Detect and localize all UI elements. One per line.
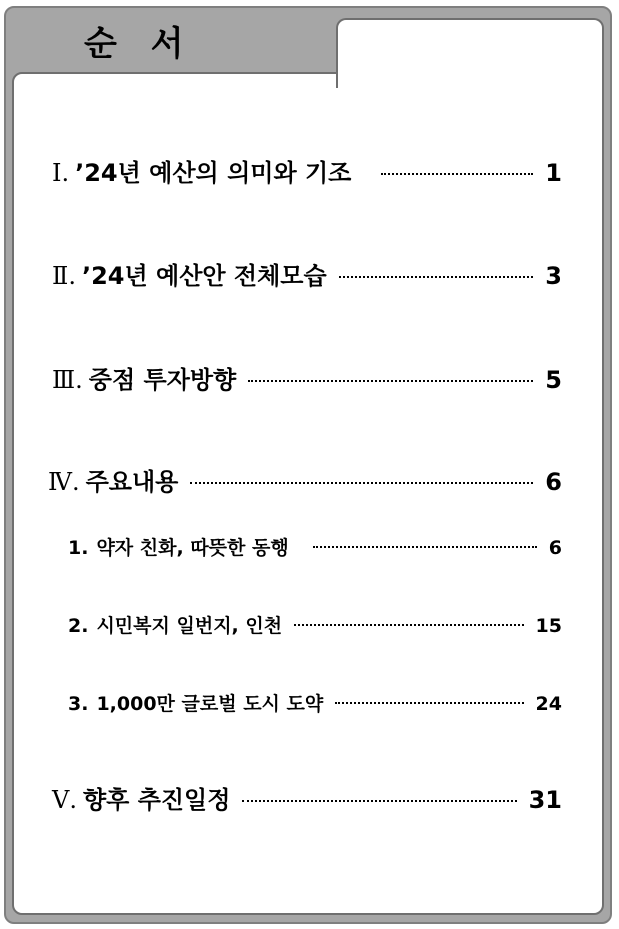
toc-entry-number: 2. <box>68 615 89 637</box>
toc-entry-1[interactable] <box>52 153 562 188</box>
toc-entry-number: Ⅱ. <box>52 262 76 290</box>
toc-entry-page: 1 <box>545 159 562 187</box>
toc-entry-number: 3. <box>68 693 89 715</box>
toc-entry-page: 31 <box>528 786 562 814</box>
dot-leader <box>381 173 533 175</box>
toc-entry-3[interactable] <box>52 360 562 395</box>
toc-entry-2[interactable] <box>52 256 562 291</box>
dot-leader <box>248 380 533 382</box>
toc-entry-4[interactable] <box>48 462 562 497</box>
toc-entry-text: 1,000만 글로벌 도시 도약 <box>96 693 324 715</box>
toc-entry-text: 시민복지 일번지, 인천 <box>96 615 283 637</box>
toc-title: 순 서 <box>84 24 186 64</box>
dot-leader <box>313 546 537 548</box>
toc-entry-number: Ⅰ. <box>52 159 70 187</box>
toc-subentry-3[interactable] <box>68 689 562 716</box>
toc-entry-text: ’24년 예산안 전체모습 <box>81 262 327 290</box>
toc-entry-page: 3 <box>545 262 562 290</box>
toc-entry-page: 6 <box>548 537 562 559</box>
toc-subentry-2[interactable] <box>68 611 562 638</box>
toc-entry-page: 5 <box>545 366 562 394</box>
toc-entry-text: ’24년 예산의 의미와 기조 <box>75 159 352 187</box>
toc-entry-text: 주요내용 <box>85 468 179 496</box>
dot-leader <box>190 482 533 484</box>
toc-subentry-1[interactable] <box>68 533 562 560</box>
toc-entry-5[interactable] <box>52 780 562 815</box>
toc-entry-page: 24 <box>535 693 562 715</box>
toc-entry-text: 중점 투자방향 <box>88 366 237 394</box>
toc-entry-number: 1. <box>68 537 89 559</box>
toc-entry-text: 약자 친화, 따뜻한 동행 <box>96 537 289 559</box>
toc-entry-page: 6 <box>545 468 562 496</box>
dot-leader <box>339 276 534 278</box>
toc-entry-number: Ⅳ. <box>48 468 80 496</box>
toc-entry-text: 향후 추진일정 <box>82 786 231 814</box>
dot-leader <box>335 702 523 704</box>
toc-entry-number: Ⅴ. <box>52 786 77 814</box>
dot-leader <box>242 800 516 802</box>
toc-entry-number: Ⅲ. <box>52 366 83 394</box>
toc-entry-page: 15 <box>535 615 562 637</box>
dot-leader <box>294 624 523 626</box>
